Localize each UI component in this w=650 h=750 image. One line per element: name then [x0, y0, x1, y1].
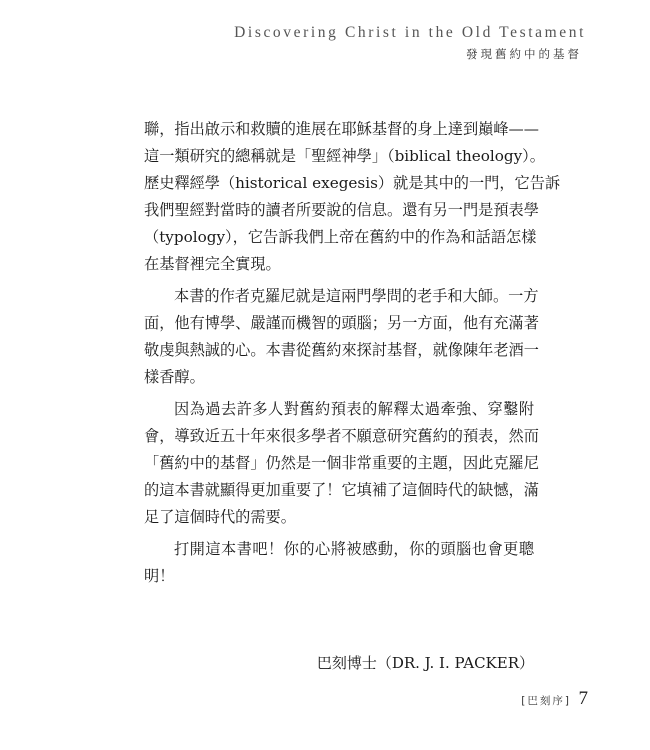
text-line: 歷史釋經學（historical exegesis）就是其中的一門，它告訴 — [144, 174, 561, 192]
text-line: 會，導致近五十年來很多學者不願意研究舊約的預表，然而 — [144, 427, 539, 445]
footer-section-label: [巴刻序] — [521, 695, 571, 707]
running-header-chinese: 發現舊約中的基督 — [466, 47, 582, 61]
text-line: 這一類研究的總稱就是「聖經神學」（biblical theology）。 — [144, 147, 545, 165]
text-line: 因為過去許多人對舊約預表的解釋太過牽強、穿鑿附 — [174, 400, 534, 418]
paragraph-2 — [144, 283, 539, 391]
paragraph-4 — [144, 536, 534, 590]
author-signature: 巴刻博士（DR. J. I. PACKER） — [316, 654, 534, 672]
text-line: 我們聖經對當時的讀者所要說的信息。還有另一門是預表學 — [144, 201, 539, 219]
body-text — [144, 116, 561, 590]
paragraph-1 — [144, 116, 561, 278]
text-line: 樣香醇。 — [144, 368, 205, 386]
text-line: 敬虔與熱誠的心。本書從舊約來探討基督，就像陳年老酒一 — [144, 341, 539, 359]
paragraph-3 — [144, 396, 539, 531]
text-line: 聯，指出啟示和救贖的進展在耶穌基督的身上達到巔峰—— — [144, 120, 539, 138]
text-line: 明！ — [144, 567, 175, 585]
text-line: 的這本書就顯得更加重要了！它填補了這個時代的缺憾，滿 — [144, 481, 539, 499]
text-line: （typology），它告訴我們上帝在舊約中的作為和話語怎樣 — [144, 228, 537, 246]
page-number: 7 — [578, 688, 588, 709]
text-line: 足了這個時代的需要。 — [144, 508, 296, 526]
text-line: 「舊約中的基督」仍然是一個非常重要的主題，因此克羅尼 — [144, 454, 539, 472]
running-header-english: Discovering Christ in the Old Testament — [234, 24, 586, 41]
text-line: 在基督裡完全實現。 — [144, 255, 281, 273]
text-line: 打開這本書吧！你的心將被感動，你的頭腦也會更聰 — [174, 540, 534, 558]
text-line: 本書的作者克羅尼就是這兩門學問的老手和大師。一方 — [174, 287, 539, 305]
text-line: 面，他有博學、嚴謹而機智的頭腦；另一方面，他有充滿著 — [144, 314, 539, 332]
